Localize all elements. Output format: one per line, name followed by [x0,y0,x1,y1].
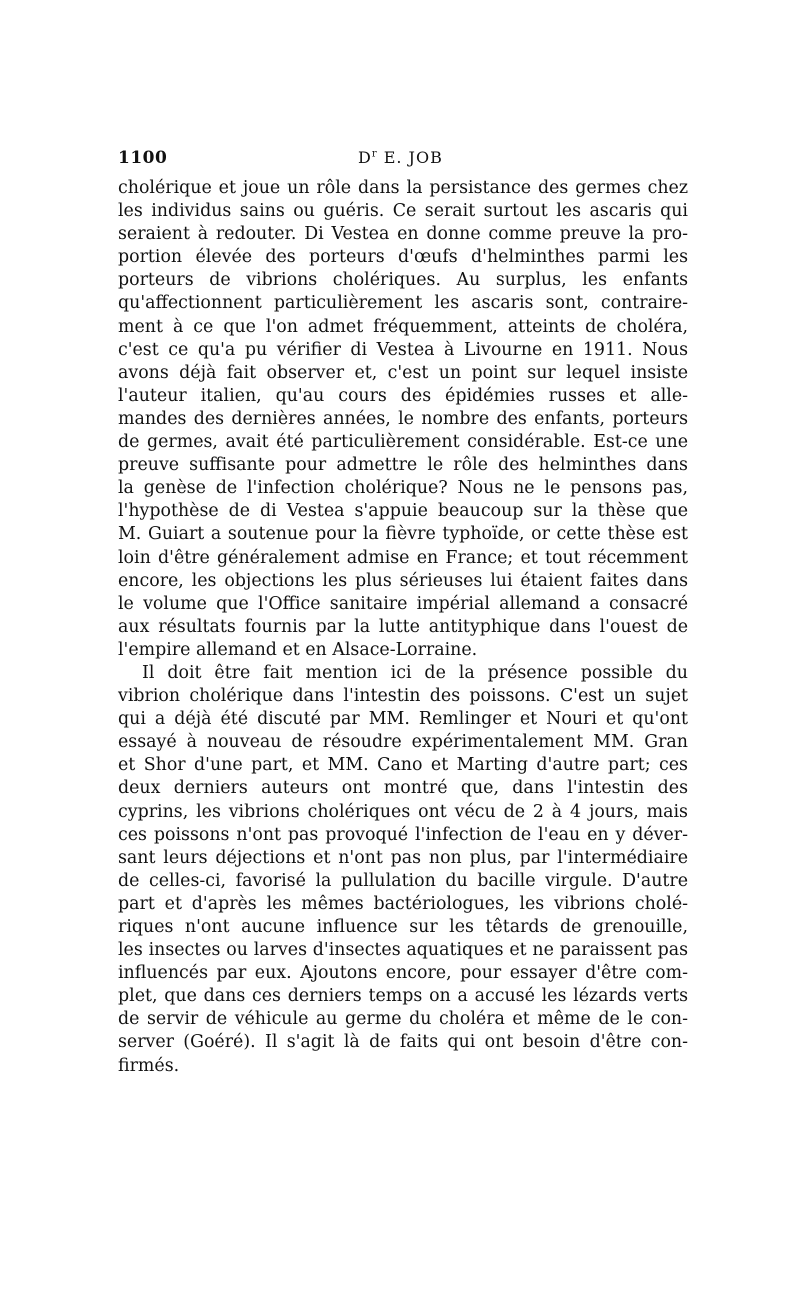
paragraph [118,662,688,1078]
page-number: 1100 [118,148,168,168]
text-line: ment à ce que l'on admet fréquemment, atteints de choléra, [118,316,688,337]
page-header [118,148,688,172]
text-line: le volume que l'Office sanitaire impérial allemand a consacré [118,593,688,614]
text-line: portion élevée des porteurs d'œufs d'helminthes parmi les [118,247,688,268]
text-line: porteurs de vibrions cholériques. Au surplus, les enfants [118,270,688,291]
text-line: encore, les objections les plus sérieuses lui étaient faites dans [118,570,688,591]
text-line: vibrion cholérique dans l'intestin des poissons. C'est un sujet [118,686,688,707]
text-line: et Shor d'une part, et MM. Cano et Marting d'autre part; ces [118,755,688,776]
text-line: aux résultats fournis par la lutte antityphique dans l'ouest de [118,616,688,637]
text-line: part et d'après les mêmes bactériologues, les vibrions cholé- [118,893,688,914]
text-line: preuve suffisante pour admettre le rôle des helminthes dans [118,455,688,476]
text-line: influencés par eux. Ajoutons encore, pour essayer d'être com- [118,963,688,984]
running-head [358,148,443,167]
text-line: avons déjà fait observer et, c'est un point sur lequel insiste [118,362,688,383]
text-line: plet, que dans ces derniers temps on a accusé les lézards verts [118,986,688,1007]
text-line: l'empire allemand et en Alsace-Lorraine. [118,639,478,660]
text-line: mandes des dernières années, le nombre des enfants, porteurs [118,408,688,429]
text-line: seraient à redouter. Di Vestea en donne comme preuve la pro- [118,224,688,245]
paragraph [118,177,688,662]
text-line: deux derniers auteurs ont montré que, dans l'intestin des [118,778,688,799]
text-line: la genèse de l'infection cholérique? Nous ne le pensons pas, [118,478,688,499]
text-line: server (Goéré). Il s'agit là de faits qui ont besoin d'être con- [118,1032,688,1053]
text-line: sant leurs déjections et n'ont pas non plus, par l'intermédiaire [118,847,688,868]
running-head-name: E. JOB [377,148,443,167]
text-line: les insectes ou larves d'insectes aquatiques et ne paraissent pas [118,940,688,961]
text-line: qui a déjà été discuté par MM. Remlinger et Nouri et qu'ont [118,709,688,730]
text-line: loin d'être généralement admise en France; et tout récemment [118,547,688,568]
text-line: de germes, avait été particulièrement considérable. Est-ce une [118,432,688,453]
text-line: riques n'ont aucune influence sur les têtards de grenouille, [118,917,688,937]
text-line: les individus sains ou guéris. Ce serait surtout les ascaris qui [118,201,688,222]
text-line: M. Guiart a soutenue pour la fièvre typhoïde, or cette thèse est [118,524,688,545]
text-line: Il doit être fait mention ici de la présence possible du [142,662,688,683]
text-line: cholérique et joue un rôle dans la persistance des germes chez [118,178,688,198]
text-line: de servir de véhicule au germe du choléra et même de le con- [118,1009,688,1030]
text-line: qu'affectionnent particulièrement les ascaris sont, contraire- [118,293,688,314]
text-line: firmés. [118,1055,180,1076]
running-head-prefix: D [358,148,372,167]
text-line: l'hypothèse de di Vestea s'appuie beaucoup sur la thèse que [118,501,688,522]
text-line: essayé à nouveau de résoudre expérimentalement MM. Gran [118,732,688,753]
text-line: c'est ce qu'a pu vérifier di Vestea à Livourne en 1911. Nous [118,339,688,360]
running-head-superscript: r [371,148,378,160]
body-text [118,177,688,1078]
text-line: cyprins, les vibrions cholériques ont vécu de 2 à 4 jours, mais [118,801,688,822]
text-line: de celles-ci, favorisé la pullulation du bacille virgule. D'autre [118,870,688,891]
text-line: ces poissons n'ont pas provoqué l'infection de l'eau en y déver- [118,824,688,845]
text-line: l'auteur italien, qu'au cours des épidémies russes et alle- [118,385,688,406]
